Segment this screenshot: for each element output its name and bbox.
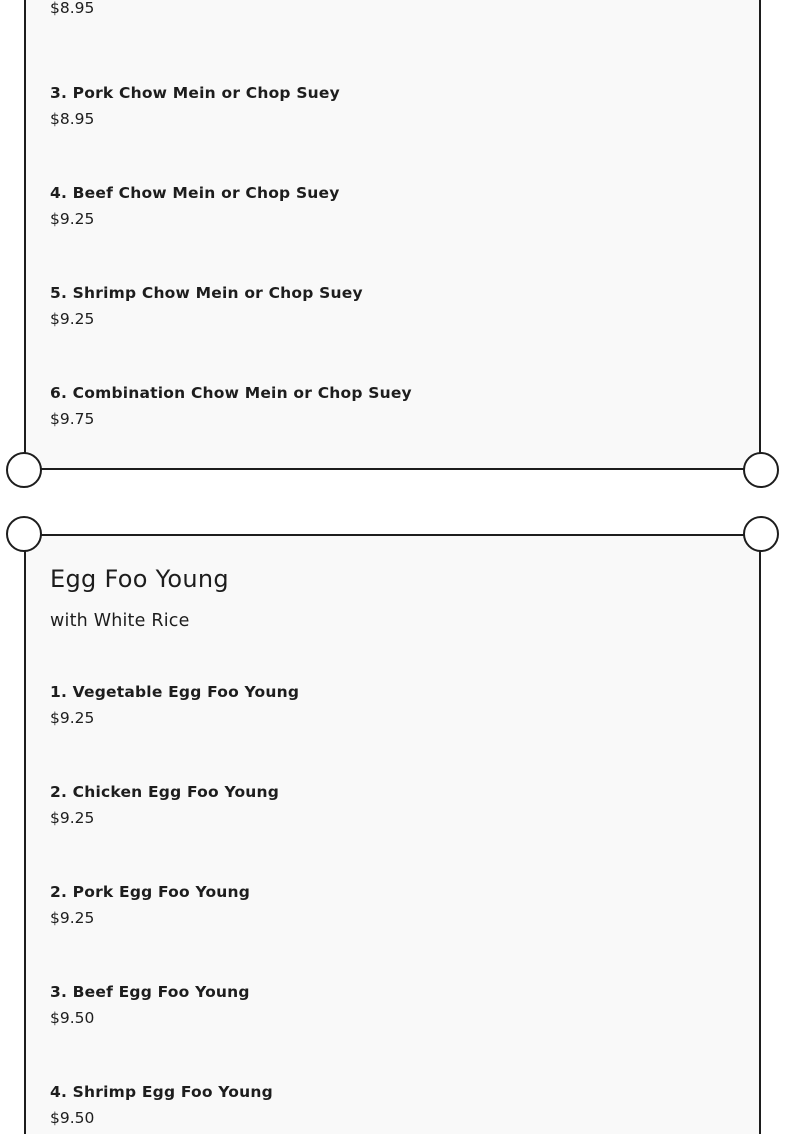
menu-item-name: 3. Pork Chow Mein or Chop Suey xyxy=(50,84,340,102)
menu-item-price: $9.25 xyxy=(50,709,95,727)
menu-item-price: $8.95 xyxy=(50,110,95,128)
menu-item-name: 6. Combination Chow Mein or Chop Suey xyxy=(50,384,412,402)
corner-notch xyxy=(743,452,779,488)
menu-item-price: $9.25 xyxy=(50,809,95,827)
corner-notch xyxy=(6,452,42,488)
menu-item-price: $8.95 xyxy=(50,0,95,17)
menu-item[interactable] xyxy=(50,1082,350,1128)
egg-foo-young-menu-card xyxy=(24,534,761,1134)
menu-item-price: $9.50 xyxy=(50,1009,95,1027)
menu-item[interactable] xyxy=(50,383,412,429)
menu-item-price: $9.25 xyxy=(50,210,95,228)
menu-item-name: 5. Shrimp Chow Mein or Chop Suey xyxy=(50,284,363,302)
corner-notch xyxy=(743,516,779,552)
menu-item-name: 2. Pork Egg Foo Young xyxy=(50,883,251,901)
menu-item[interactable] xyxy=(50,982,350,1028)
menu-item-name: 3. Beef Egg Foo Young xyxy=(50,983,250,1001)
menu-item-name: 4. Beef Chow Mein or Chop Suey xyxy=(50,184,340,202)
menu-item[interactable] xyxy=(50,283,363,329)
menu-item-name: 2. Chicken Egg Foo Young xyxy=(50,783,280,801)
chow-mein-menu-card xyxy=(24,0,761,470)
menu-item[interactable] xyxy=(50,882,350,928)
menu-item[interactable] xyxy=(50,183,350,229)
menu-item[interactable] xyxy=(50,83,350,129)
menu-item-price: $9.25 xyxy=(50,310,95,328)
corner-notch xyxy=(6,516,42,552)
menu-item-price: $9.75 xyxy=(50,410,95,428)
section-subtitle: with White Rice xyxy=(50,611,190,631)
menu-item[interactable] xyxy=(50,0,350,18)
menu-item[interactable] xyxy=(50,682,350,728)
menu-item-price: $9.50 xyxy=(50,1109,95,1127)
menu-item[interactable] xyxy=(50,782,350,828)
menu-item-name: 4. Shrimp Egg Foo Young xyxy=(50,1083,273,1101)
menu-item-price: $9.25 xyxy=(50,909,95,927)
section-title: Egg Foo Young xyxy=(50,565,229,593)
menu-item-name: 1. Vegetable Egg Foo Young xyxy=(50,683,300,701)
